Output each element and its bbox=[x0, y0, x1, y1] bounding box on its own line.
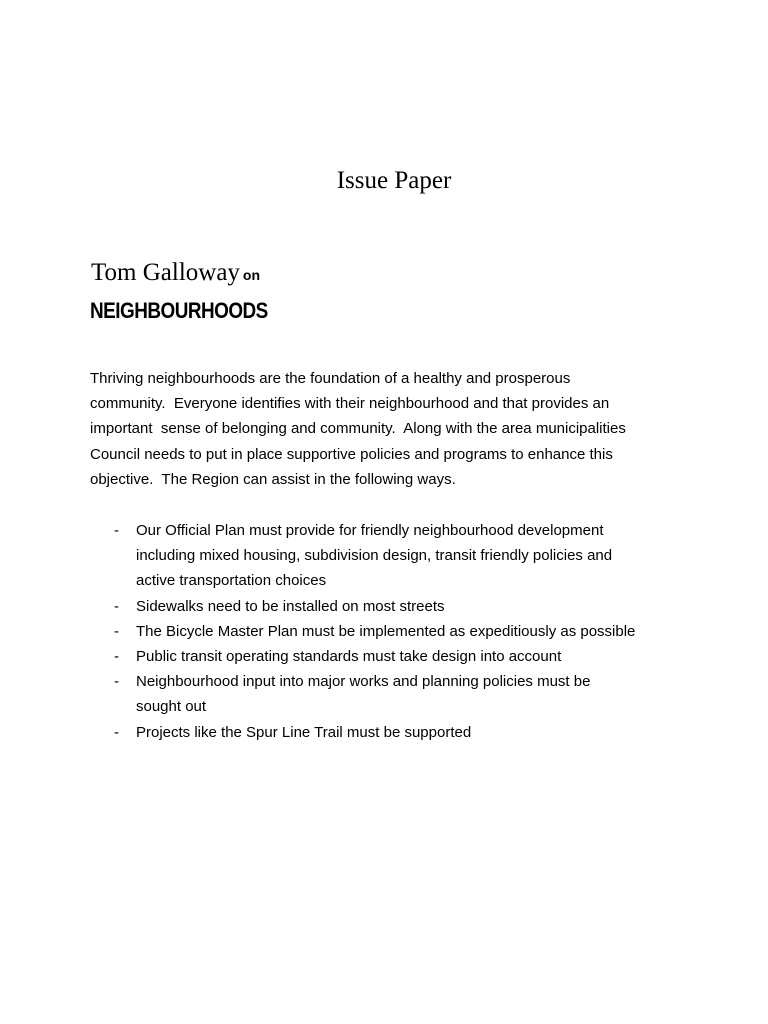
intro-line: important sense of belonging and community. Along with the area municipalities bbox=[90, 420, 626, 438]
list-item-line: Neighbourhood input into major works and planning policies must be bbox=[136, 673, 591, 691]
document-title: Issue Paper bbox=[336, 167, 452, 194]
list-item-line: The Bicycle Master Plan must be implemented as expeditiously as possible bbox=[136, 622, 636, 640]
intro-line: Council needs to put in place supportive policies and programs to enhance this bbox=[90, 445, 613, 463]
list-item-line: active transportation choices bbox=[136, 572, 327, 590]
topic-heading: NEIGHBOURHOODS bbox=[90, 298, 268, 323]
bullet-dash: - bbox=[114, 622, 119, 640]
author-connector: on bbox=[242, 267, 261, 283]
list-item bbox=[90, 669, 690, 719]
list-item-line: Public transit operating standards must take design into account bbox=[136, 648, 562, 666]
bullet-dash: - bbox=[114, 597, 119, 615]
list-item-line: Projects like the Spur Line Trail must be supported bbox=[136, 723, 472, 741]
list-item bbox=[90, 644, 690, 669]
list-item bbox=[90, 619, 690, 644]
author-name: Tom Galloway bbox=[91, 259, 240, 286]
intro-line: objective. The Region can assist in the following ways. bbox=[90, 470, 456, 488]
list-item-line: Our Official Plan must provide for friendly neighbourhood development bbox=[136, 522, 604, 539]
list-item-line: Sidewalks need to be installed on most streets bbox=[136, 597, 445, 615]
bullet-dash: - bbox=[114, 673, 119, 691]
intro-line: Thriving neighbourhoods are the foundation of a healthy and prosperous bbox=[90, 370, 571, 387]
author-line bbox=[91, 258, 260, 288]
list-item-line: including mixed housing, subdivision design, transit friendly policies and bbox=[136, 547, 613, 565]
bullet-dash: - bbox=[114, 723, 119, 741]
bullet-dash: - bbox=[114, 648, 119, 666]
intro-paragraph bbox=[90, 366, 690, 492]
bullet-list bbox=[90, 518, 690, 745]
bullet-dash: - bbox=[114, 522, 119, 539]
list-item bbox=[90, 720, 690, 745]
list-item-line: sought out bbox=[136, 698, 207, 716]
list-item bbox=[90, 518, 690, 594]
list-item bbox=[90, 594, 690, 619]
intro-line: community. Everyone identifies with their neighbourhood and that provides an bbox=[90, 395, 610, 413]
